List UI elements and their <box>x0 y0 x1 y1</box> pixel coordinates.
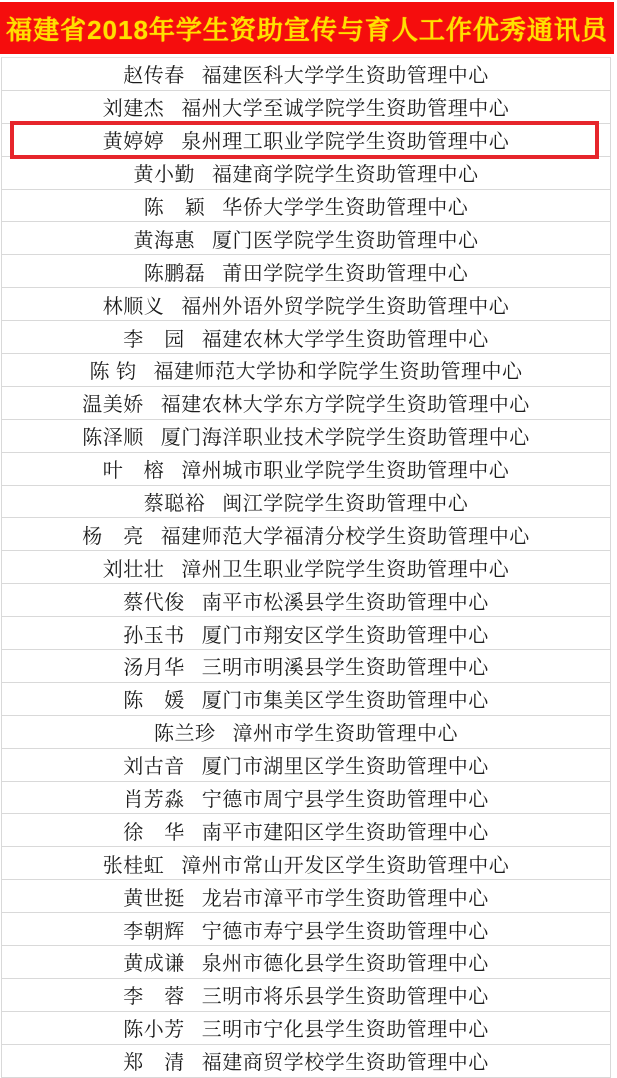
awardee-name: 陈 媛 <box>123 690 185 713</box>
awardee-org: 南平市松溪县学生资助管理中心 <box>201 591 489 614</box>
awardee-org: 莆田学院学生资助管理中心 <box>222 262 469 285</box>
awardee-org: 华侨大学学生资助管理中心 <box>222 197 469 219</box>
list-item <box>2 880 610 913</box>
awardee-org: 漳州城市职业学院学生资助管理中心 <box>181 460 510 483</box>
list-item <box>2 650 610 683</box>
awardee-name: 蔡代俊 <box>123 591 185 614</box>
awardee-org: 南平市建阳区学生资助管理中心 <box>201 821 489 844</box>
awardee-org: 厦门市集美区学生资助管理中心 <box>201 690 489 713</box>
list-item <box>2 946 610 979</box>
awardee-name: 黄成谦 <box>123 953 185 976</box>
awardee-org: 福州外语外贸学院学生资助管理中心 <box>181 295 510 318</box>
awardee-name: 叶 榕 <box>102 460 165 483</box>
list-item <box>2 354 610 387</box>
list-item <box>2 420 610 453</box>
awardee-org: 福建师范大学福清分校学生资助管理中心 <box>160 525 530 548</box>
list-item <box>2 486 610 519</box>
awardee-name: 徐 华 <box>123 821 185 844</box>
list-item <box>2 913 610 946</box>
awardee-name: 陈 钧 <box>89 361 137 384</box>
awardee-org: 三明市明溪县学生资助管理中心 <box>201 657 489 680</box>
awardee-name: 陈 颖 <box>143 197 206 219</box>
awardee-org: 厦门市湖里区学生资助管理中心 <box>201 756 489 779</box>
list-item <box>2 91 610 124</box>
awardee-name: 赵传春 <box>123 65 185 88</box>
awardee-name: 刘古音 <box>123 756 185 779</box>
awardee-org: 福建师范大学协和学院学生资助管理中心 <box>153 361 523 384</box>
awardee-name: 温美娇 <box>82 394 144 417</box>
awardee-name: 陈小芳 <box>123 1019 185 1042</box>
awardee-name: 陈兰珍 <box>154 723 216 746</box>
list-item <box>2 288 610 321</box>
awardee-org: 福建农林大学学生资助管理中心 <box>201 328 489 351</box>
list-item <box>2 255 610 288</box>
awardee-name: 李朝辉 <box>123 920 185 943</box>
awardee-name: 张桂虹 <box>102 854 165 877</box>
awardee-name: 刘壮壮 <box>102 558 165 581</box>
awardee-name: 黄小勤 <box>133 164 195 187</box>
awardee-name: 黄海惠 <box>133 229 195 252</box>
awardee-org: 龙岩市漳平市学生资助管理中心 <box>201 887 489 910</box>
awardee-org: 三明市将乐县学生资助管理中心 <box>201 986 489 1009</box>
awardee-name: 李 蓉 <box>123 986 185 1009</box>
title-banner <box>0 2 614 54</box>
awardee-name: 黄世挺 <box>123 887 185 910</box>
awardee-org: 泉州理工职业学院学生资助管理中心 <box>181 131 510 154</box>
awardee-name: 汤月华 <box>123 657 185 680</box>
list-item <box>2 453 610 486</box>
awardee-name: 李 园 <box>123 328 185 351</box>
awardee-name: 黄婷婷 <box>102 131 165 154</box>
awardee-org: 厦门海洋职业技术学院学生资助管理中心 <box>160 427 530 450</box>
list-item <box>2 190 610 223</box>
list-item <box>2 551 610 584</box>
awardee-org: 漳州市学生资助管理中心 <box>232 723 458 746</box>
awardee-name: 陈鹏磊 <box>143 262 206 285</box>
awardee-name: 孙玉书 <box>123 624 185 647</box>
awardee-org: 福建农林大学东方学院学生资助管理中心 <box>160 394 530 417</box>
list-item <box>2 1045 610 1078</box>
awardee-org: 宁德市寿宁县学生资助管理中心 <box>201 920 489 943</box>
list-item <box>2 58 610 91</box>
awardee-name: 郑 清 <box>123 1052 185 1075</box>
awardee-org: 宁德市周宁县学生资助管理中心 <box>201 789 489 812</box>
awardee-name: 杨 亮 <box>82 525 144 548</box>
awardee-name: 陈泽顺 <box>82 427 144 450</box>
list-item <box>2 749 610 782</box>
list-item <box>2 847 610 880</box>
awardee-name: 蔡聪裕 <box>143 493 206 516</box>
list-item <box>2 617 610 650</box>
list-item <box>2 683 610 716</box>
awardee-name: 肖芳淼 <box>123 789 185 812</box>
awardee-list <box>1 57 611 1078</box>
awardee-org: 福州大学至诚学院学生资助管理中心 <box>181 98 510 121</box>
awardee-org: 厦门市翔安区学生资助管理中心 <box>201 624 489 647</box>
list-item <box>2 814 610 847</box>
list-item <box>2 321 610 354</box>
awardee-org: 漳州市常山开发区学生资助管理中心 <box>181 854 510 877</box>
awardee-org: 闽江学院学生资助管理中心 <box>222 493 469 516</box>
awardee-org: 漳州卫生职业学院学生资助管理中心 <box>181 558 510 581</box>
awardee-org: 福建商贸学校学生资助管理中心 <box>201 1052 489 1075</box>
page-title: 福建省2018年学生资助宣传与育人工作优秀通讯员 <box>6 14 608 45</box>
list-item <box>2 782 610 815</box>
awardee-org: 三明市宁化县学生资助管理中心 <box>201 1019 489 1042</box>
awardee-org: 泉州市德化县学生资助管理中心 <box>201 953 489 976</box>
list-item <box>2 716 610 749</box>
list-item <box>2 387 610 420</box>
list-item <box>2 518 610 551</box>
awardee-org: 福建商学院学生资助管理中心 <box>212 164 479 187</box>
list-item <box>2 1012 610 1045</box>
list-item <box>2 157 610 190</box>
awardee-org: 厦门医学院学生资助管理中心 <box>212 229 479 252</box>
list-item <box>2 124 610 157</box>
awardee-org: 福建医科大学学生资助管理中心 <box>201 65 489 88</box>
list-item <box>2 222 610 255</box>
list-item <box>2 584 610 617</box>
awardee-name: 林顺义 <box>102 295 165 318</box>
awardee-name: 刘建杰 <box>102 98 165 121</box>
list-item <box>2 979 610 1012</box>
